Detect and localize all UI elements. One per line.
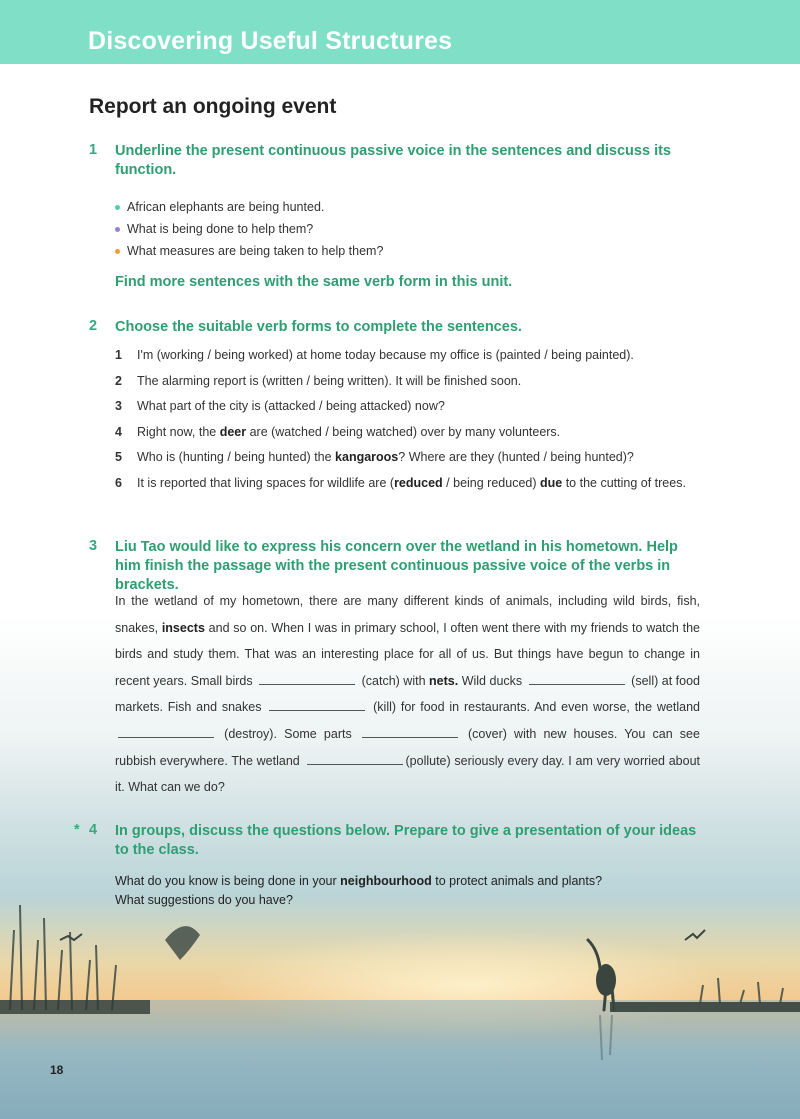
item-number: 2	[115, 373, 122, 388]
question-line	[115, 872, 685, 891]
exercise-3-number: 3	[89, 538, 98, 554]
exercise-1-bullet-list	[115, 196, 675, 262]
list-item	[115, 347, 705, 364]
passage-text: (destroy). Some parts	[224, 726, 352, 741]
list-item	[115, 240, 675, 262]
keyword: neighbourhood	[340, 874, 432, 888]
keyword: nets.	[429, 673, 459, 688]
keyword: insects	[161, 620, 205, 635]
item-text-part: / being reduced)	[442, 475, 540, 490]
item-text: The alarming report is (written / being written). It will be finished soon.	[137, 373, 522, 388]
question-text: to protect animals and plants?	[431, 874, 603, 888]
exercise-1-follow-up: Find more sentences with the same verb form in this unit.	[115, 274, 513, 290]
item-number: 3	[115, 399, 122, 413]
item-number: 4	[115, 424, 122, 439]
section-title: Report an ongoing event	[89, 95, 337, 118]
keyword: due	[540, 475, 563, 490]
exercise-1-instruction: Underline the present continuous passive voice in the sentences and discuss its function.	[115, 143, 671, 178]
answer-blank[interactable]	[269, 698, 365, 711]
passage-text: and so on. When I was in primary school, I often went there with my friends to watch the birds and study them. That was an interesting place for all of us. But things have begun to change in recent years. Small birds	[115, 620, 700, 688]
passage-text: (pollute) seriously every day. I am very worried about it. What can we do?	[115, 753, 701, 795]
bullet-text: What measures are being taken to help them?	[127, 244, 384, 258]
passage-text: (kill) for food in restaurants. And even worse, the wetland	[373, 700, 700, 715]
keyword: reduced	[394, 475, 443, 490]
list-item	[115, 424, 705, 441]
item-number: 5	[115, 450, 122, 464]
exercise-4-instruction: In groups, discuss the questions below. Prepare to give a presentation of your ideas to the class.	[115, 823, 697, 858]
list-item	[115, 218, 675, 240]
item-text-part: are (watched / being watched) over by many volunteers.	[246, 424, 561, 439]
page-number: 18	[50, 1063, 64, 1077]
exercise-4-questions	[115, 872, 685, 910]
item-number: 6	[115, 475, 122, 490]
answer-blank[interactable]	[259, 672, 355, 685]
bullet-dot-icon	[115, 249, 120, 254]
exercise-2-number: 2	[89, 318, 98, 334]
item-text: I'm (working / being worked) at home today because my office is (painted / being painted).	[137, 348, 634, 362]
answer-blank[interactable]	[362, 725, 458, 738]
answer-blank[interactable]	[529, 672, 625, 685]
list-item	[115, 398, 705, 415]
bullet-text: African elephants are being hunted.	[127, 200, 325, 214]
item-text	[137, 449, 705, 466]
item-text-part: ? Where are they (hunted / being hunted)?	[398, 450, 634, 464]
bullet-dot-icon	[115, 205, 120, 210]
item-text	[137, 424, 705, 441]
item-text-part: Right now, the	[137, 424, 220, 439]
list-item	[115, 196, 675, 218]
item-text: What part of the city is (attacked / being attacked) now?	[137, 399, 445, 413]
question-text: What do you know is being done in your	[115, 874, 341, 888]
list-item	[115, 475, 705, 492]
keyword: deer	[219, 424, 247, 439]
item-text	[137, 475, 705, 492]
exercise-2-sentence-list	[115, 347, 705, 500]
exercise-4-star-icon: *	[74, 822, 80, 838]
exercise-1-number: 1	[89, 142, 98, 158]
exercise-4-number: 4	[89, 822, 98, 838]
list-item	[115, 449, 705, 466]
exercise-3-passage	[115, 588, 700, 801]
question-line: What suggestions do you have?	[115, 893, 293, 907]
passage-text: Wild ducks	[458, 673, 523, 688]
passage-text: (cover) with new houses. You can see rubbish everywhere. The wetland	[115, 726, 700, 768]
passage-text: (sell) at food markets. Fish and snakes	[115, 673, 700, 715]
exercise-2-instruction: Choose the suitable verb forms to complete the sentences.	[115, 319, 522, 335]
keyword: kangaroos	[335, 450, 399, 464]
bullet-text: What is being done to help them?	[127, 222, 314, 236]
answer-blank[interactable]	[118, 725, 214, 738]
passage-text: In the wetland of my hometown, there are many different kinds of animals, including wild birds, fish, snakes,	[115, 594, 700, 635]
chapter-title: Discovering Useful Structures	[88, 27, 453, 55]
item-number: 1	[115, 348, 122, 362]
exercise-3-instruction: Liu Tao would like to express his concern over the wetland in his hometown. Help him finish the passage with the present continuous passive voice of the verbs in brackets.	[115, 539, 678, 593]
item-text-part: Who is (hunting / being hunted) the	[137, 450, 336, 464]
passage-text: (catch) with	[361, 673, 426, 688]
item-text-part: It is reported that living spaces for wildlife are (	[137, 475, 395, 490]
answer-blank[interactable]	[307, 752, 403, 765]
list-item	[115, 373, 705, 390]
bullet-dot-icon	[115, 227, 120, 232]
item-text-part: to the cutting of trees.	[562, 475, 686, 490]
